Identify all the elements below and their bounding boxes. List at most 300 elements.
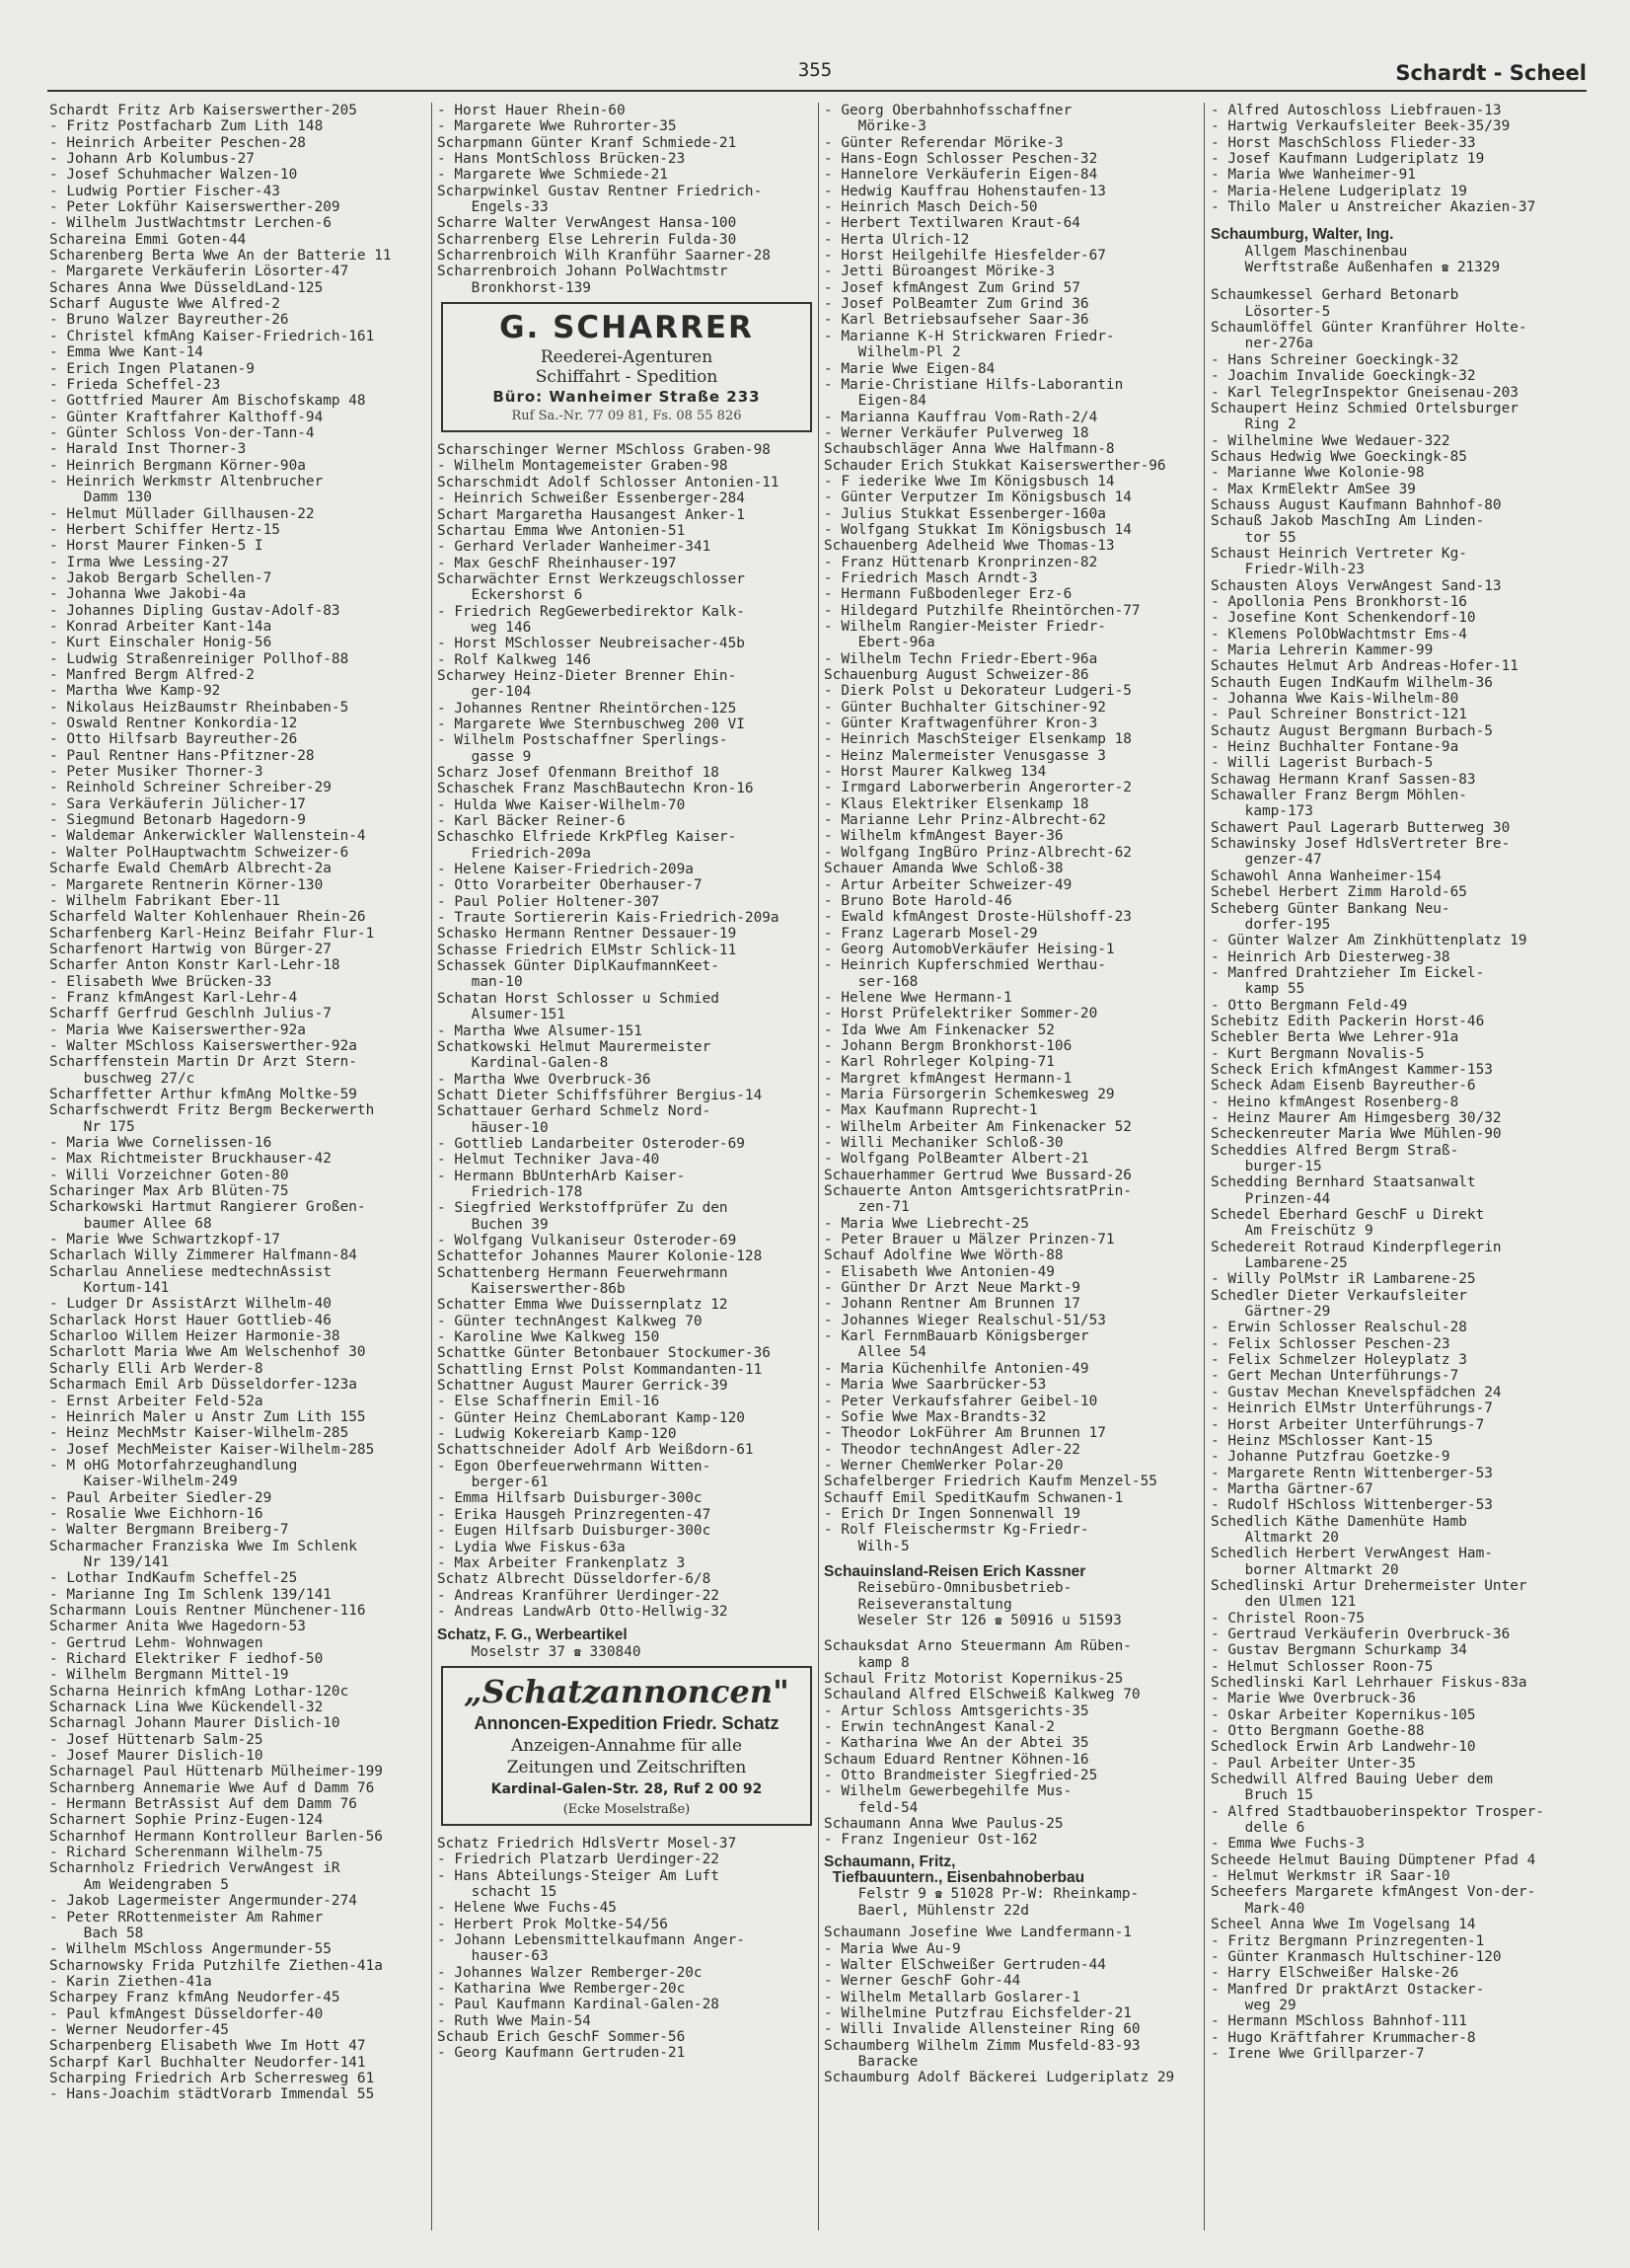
directory-entry: Lösorter-5 xyxy=(1211,303,1331,320)
directory-entry: - Johanna Wwe Kais-Wilhelm-80 xyxy=(1211,691,1459,708)
directory-entry: - Hermann MSchloss Bahnhof-111 xyxy=(1211,2013,1467,2030)
entry-list xyxy=(437,442,816,1620)
directory-entry: gasse 9 xyxy=(437,748,532,765)
directory-entry: - Margarete Wwe Sternbuschweg 200 VI xyxy=(437,716,745,732)
firm-entry xyxy=(437,1627,816,1660)
directory-entry: - Marie-Christiane Hilfs-Laborantin xyxy=(824,376,1124,393)
directory-entry: - Lothar IndKaufm Scheffel-25 xyxy=(49,1570,298,1587)
directory-entry: Schatan Horst Schlosser u Schmied xyxy=(437,990,719,1007)
directory-entry: - Irene Wwe Grillparzer-7 xyxy=(1211,2045,1425,2062)
directory-entry: Friedr-Wilh-23 xyxy=(1211,562,1365,578)
directory-entry: - Heino kfmAngest Rosenberg-8 xyxy=(1211,1094,1459,1110)
directory-entry: - Helmut Schlosser Roon-75 xyxy=(1211,1658,1434,1675)
directory-entry: - Paul Polier Holtener-307 xyxy=(437,893,660,910)
directory-entry: - Johann Lebensmittelkaufmann Anger- xyxy=(437,1931,745,1948)
directory-entry: - Heinz Maurer Am Himgesberg 30/32 xyxy=(1211,1109,1502,1126)
directory-entry: - Günter Referendar Mörike-3 xyxy=(824,134,1064,151)
directory-entry: Scharnberg Annemarie Wwe Auf d Damm 76 xyxy=(49,1779,375,1796)
directory-entry: häuser-10 xyxy=(437,1119,549,1136)
directory-entry: ser-168 xyxy=(824,973,919,990)
directory-entry: Schedlock Erwin Arb Landwehr-10 xyxy=(1211,1739,1476,1756)
directory-entry: - Paul kfmAngest Düsseldorfer-40 xyxy=(49,2005,324,2022)
directory-entry: schacht 15 xyxy=(437,1883,557,1900)
directory-entry: ner-276a xyxy=(1211,336,1313,352)
directory-entry: - Günter Verputzer Im Königsbusch 14 xyxy=(824,490,1132,506)
directory-entry: Schedwill Alfred Bauing Ueber dem xyxy=(1211,1772,1493,1788)
directory-entry: Schebel Herbert Zimm Harold-65 xyxy=(1211,884,1467,901)
firm-name: Schauinsland-Reisen Erich Kassner xyxy=(824,1563,1086,1580)
directory-entry: Schaumlöffel Günter Kranführer Holte- xyxy=(1211,320,1527,337)
ad-schatzannoncen xyxy=(441,1666,812,1826)
directory-entry: - Ludger Dr AssistArzt Wilhelm-40 xyxy=(49,1296,332,1313)
directory-entry: - Walter MSchloss Kaiserswerther-92a xyxy=(49,1037,357,1054)
directory-entry: Schaumann Anna Wwe Paulus-25 xyxy=(824,1816,1064,1833)
directory-entry: Schattenberg Hermann Feuerwehrmann xyxy=(437,1264,728,1281)
directory-entry: Ring 2 xyxy=(1211,416,1297,433)
directory-entry: - Margarete Wwe Ruhrorter-35 xyxy=(437,118,677,135)
directory-entry: - Günter Schloss Von-der-Tann-4 xyxy=(49,424,315,441)
directory-entry: - Egon Oberfeuerwehrmann Witten- xyxy=(437,1458,711,1474)
directory-entry: - Günter Buchhalter Gitschiner-92 xyxy=(824,699,1106,716)
firm-entry xyxy=(824,1564,1203,1628)
directory-entry: - Heinrich Bergmann Körner-90a xyxy=(49,457,306,474)
directory-entry: - Karoline Wwe Kalkweg 150 xyxy=(437,1329,660,1346)
directory-entry: Scharlack Horst Hauer Gottlieb-46 xyxy=(49,1312,332,1328)
directory-entry: - Katharina Wwe An der Abtei 35 xyxy=(824,1735,1089,1752)
directory-entry: Schauksdat Arno Steuermann Am Rüben- xyxy=(824,1638,1132,1655)
directory-entry: - Willi Mechaniker Schloß-30 xyxy=(824,1135,1064,1151)
directory-entry: - Harry ElSchweißer Halske-26 xyxy=(1211,1965,1459,1982)
directory-entry: - Wilhelm Gewerbegehilfe Mus- xyxy=(824,1783,1073,1800)
directory-entry: - Horst Hauer Rhein-60 xyxy=(437,103,626,118)
ad-scharrer xyxy=(441,302,812,432)
directory-entry: - Peter RRottenmeister Am Rahmer xyxy=(49,1909,324,1926)
directory-entry: - Heinrich MaschSteiger Elsenkamp 18 xyxy=(824,731,1132,748)
directory-entry: - Horst Heilgehilfe Hiesfelder-67 xyxy=(824,248,1106,265)
firm-entry xyxy=(1211,227,1590,275)
directory-entry: - Werner Verkäufer Pulverweg 18 xyxy=(824,424,1089,441)
directory-entry: - Heinz Buchhalter Fontane-9a xyxy=(1211,739,1459,756)
directory-entry: Am Freischütz 9 xyxy=(1211,1223,1373,1240)
directory-entry: - Hans-Joachim städtVorarb Immendal 55 xyxy=(49,2086,375,2103)
directory-entry: Mörike-3 xyxy=(824,118,926,135)
column-1 xyxy=(49,103,428,2103)
directory-entry: - Ludwig Portier Fischer-43 xyxy=(49,183,280,199)
directory-entry: - Horst Prüfelektriker Sommer-20 xyxy=(824,1006,1098,1022)
directory-entry: - Friedrich Platzarb Uerdinger-22 xyxy=(437,1852,719,1868)
directory-entry: - Friedrich RegGewerbedirektor Kalk- xyxy=(437,603,745,620)
directory-entry: - Otto Bergmann Feld-49 xyxy=(1211,997,1408,1014)
directory-entry: - Emma Wwe Kant-14 xyxy=(49,344,203,361)
directory-entry: - Otto Hilfsarb Bayreuther-26 xyxy=(49,731,298,748)
directory-entry: Scheefers Margarete kfmAngest Von-der- xyxy=(1211,1884,1536,1901)
directory-entry: - Richard Scherenmann Wilhelm-75 xyxy=(49,1845,324,1861)
firm-line: Reisebüro-Omnibusbetrieb- xyxy=(857,1580,1073,1597)
directory-entry: Scheck Erich kfmAngest Kammer-153 xyxy=(1211,1061,1493,1078)
directory-entry: Schauth Eugen IndKaufm Wilhelm-36 xyxy=(1211,674,1493,691)
directory-entry: - Heinrich Maler u Anstr Zum Lith 155 xyxy=(49,1408,366,1425)
column-rule xyxy=(1204,103,1205,2230)
directory-entry: Scharrenberg Else Lehrerin Fulda-30 xyxy=(437,231,737,248)
directory-entry: berger-61 xyxy=(437,1474,549,1491)
directory-entry: Schatz Friedrich HdlsVertr Mosel-37 xyxy=(437,1835,737,1852)
directory-entry: Schedel Eberhard GeschF u Direkt xyxy=(1211,1207,1485,1224)
directory-entry: Schaus Hedwig Wwe Goeckingk-85 xyxy=(1211,448,1467,465)
directory-entry: Schatt Dieter Schiffsführer Bergius-14 xyxy=(437,1087,763,1103)
directory-entry: - Karl Rohrleger Kolping-71 xyxy=(824,1054,1055,1071)
directory-entry: - Johann Bergm Bronkhorst-106 xyxy=(824,1037,1073,1054)
directory-entry: - Marianna Kauffrau Vom-Rath-2/4 xyxy=(824,409,1098,425)
directory-entry: Schattner August Maurer Gerrick-39 xyxy=(437,1378,728,1395)
directory-entry: - Marianne Lehr Prinz-Albrecht-62 xyxy=(824,812,1106,829)
directory-entry: Prinzen-44 xyxy=(1211,1190,1331,1207)
directory-entry: - Kurt Bergmann Novalis-5 xyxy=(1211,1045,1425,1062)
directory-entry: man-10 xyxy=(437,974,523,991)
directory-entry: - Emma Wwe Fuchs-3 xyxy=(1211,1836,1365,1852)
directory-entry: - Maria Lehrerin Kammer-99 xyxy=(1211,643,1434,658)
directory-entry: Scharrenbroich Johann PolWachtmstr xyxy=(437,264,728,280)
column-rule xyxy=(818,103,819,2230)
directory-entry: Gärtner-29 xyxy=(1211,1304,1331,1321)
directory-entry: Schedler Dieter Verkaufsleiter xyxy=(1211,1287,1467,1304)
directory-entry: - Hans Abteilungs-Steiger Am Luft xyxy=(437,1867,719,1884)
directory-entry: - Harald Inst Thorner-3 xyxy=(49,441,247,458)
directory-entry: Scharrenbroich Wilh Kranführ Saarner-28 xyxy=(437,248,771,265)
directory-entry: Scharfeld Walter Kohlenhauer Rhein-26 xyxy=(49,909,366,926)
directory-entry: - Katharina Wwe Remberger-20c xyxy=(437,1981,686,1997)
directory-entry: Scharschmidt Adolf Schlosser Antonien-11 xyxy=(437,474,779,491)
directory-entry: - Willi Vorzeichner Goten-80 xyxy=(49,1167,289,1183)
directory-entry: Schausten Aloys VerwAngest Sand-13 xyxy=(1211,577,1502,594)
directory-entry: - Heinrich Arbeiter Peschen-28 xyxy=(49,134,306,151)
directory-entry: - Helene Wwe Fuchs-45 xyxy=(437,1900,617,1917)
directory-entry: - Hildegard Putzhilfe Rheintörchen-77 xyxy=(824,602,1141,619)
directory-entry: - Herta Ulrich-12 xyxy=(824,231,970,248)
firm-line: 51028 Pr-W: Rheinkamp- xyxy=(950,1886,1140,1903)
directory-entry: - Sofie Wwe Max-Brandts-32 xyxy=(824,1408,1047,1425)
directory-entry: Scharnert Sophie Prinz-Eugen-124 xyxy=(49,1812,324,1829)
directory-entry: Scheel Anna Wwe Im Vogelsang 14 xyxy=(1211,1917,1476,1933)
directory-entry: feld-54 xyxy=(824,1799,919,1816)
directory-entry: - Josef Schuhmacher Walzen-10 xyxy=(49,167,298,184)
directory-entry: Scharnagel Paul Hüttenarb Mülheimer-199 xyxy=(49,1764,383,1780)
directory-entry: Scharlach Willy Zimmerer Halfmann-84 xyxy=(49,1247,357,1264)
directory-entry: Scharfschwerdt Fritz Bergm Beckerwerth xyxy=(49,1102,375,1119)
directory-entry: - Maria Wwe Wanheimer-91 xyxy=(1211,167,1416,184)
directory-entry: - Felix Schmelzer Holeyplatz 3 xyxy=(1211,1352,1467,1369)
directory-entry: - Ruth Wwe Main-54 xyxy=(437,2012,591,2029)
directory-entry: Scheddies Alfred Bergm Straß- xyxy=(1211,1142,1459,1159)
directory-entry: Scharmach Emil Arb Düsseldorfer-123a xyxy=(49,1377,357,1394)
directory-entry: Bruch 15 xyxy=(1211,1787,1313,1804)
directory-entry: - Werner ChemWerker Polar-20 xyxy=(824,1457,1064,1474)
directory-entry: - Gert Mechan Unterführungs-7 xyxy=(1211,1368,1459,1385)
directory-entry: Am Weidengraben 5 xyxy=(49,1876,229,1893)
directory-entry: Eigen-84 xyxy=(824,393,926,410)
directory-entry: - Josef PolBeamter Zum Grind 36 xyxy=(824,296,1089,313)
directory-entry: - Maria Wwe Saarbrücker-53 xyxy=(824,1377,1047,1394)
directory-entry: - Eugen Hilfsarb Duisburger-300c xyxy=(437,1523,711,1540)
directory-entry: - Johannes Walzer Remberger-20c xyxy=(437,1964,703,1981)
directory-entry: - Sara Verkäuferin Jülicher-17 xyxy=(49,795,306,812)
directory-entry: Scheede Helmut Bauing Dümptener Pfad 4 xyxy=(1211,1852,1536,1868)
directory-entry: Scharloo Willem Heizer Harmonie-38 xyxy=(49,1328,340,1345)
directory-entry: - Maria Fürsorgerin Schemkesweg 29 xyxy=(824,1086,1115,1102)
directory-entry: - Heinrich Kupferschmied Werthau- xyxy=(824,957,1106,974)
directory-entry: Scharre Walter VerwAngest Hansa-100 xyxy=(437,215,737,232)
directory-entry: - Apollonia Pens Bronkhorst-16 xyxy=(1211,593,1467,610)
directory-entry: - Artur Arbeiter Schweizer-49 xyxy=(824,876,1073,893)
directory-entry: Altmarkt 20 xyxy=(1211,1529,1339,1546)
phone-icon: ☎ xyxy=(934,1887,942,1902)
directory-entry: Schaumkessel Gerhard Betonarb xyxy=(1211,287,1459,304)
directory-entry: Scharfer Anton Konstr Karl-Lehr-18 xyxy=(49,957,340,974)
directory-entry: - Bruno Bote Harold-46 xyxy=(824,892,1012,909)
directory-entry: - Margarete Verkäuferin Lösorter-47 xyxy=(49,264,349,280)
entry-list xyxy=(824,1638,1203,1848)
directory-entry: baumer Allee 68 xyxy=(49,1215,212,1232)
firm-phone: 330840 xyxy=(589,1643,641,1660)
directory-entry: - Hugo Kräftfahrer Krummacher-8 xyxy=(1211,2029,1476,2046)
directory-entry: buschweg 27/c xyxy=(49,1070,195,1087)
directory-entry: - Paul Rentner Hans-Pfitzner-28 xyxy=(49,747,315,764)
directory-entry: - Heinrich Masch Deich-50 xyxy=(824,199,1038,216)
directory-entry: Schautes Helmut Arb Andreas-Hofer-11 xyxy=(1211,658,1519,675)
directory-entry: - Walter ElSchweißer Gertruden-44 xyxy=(824,1956,1106,1973)
directory-entry: - Walter Bergmann Breiberg-7 xyxy=(49,1522,289,1539)
directory-entry: kamp 8 xyxy=(824,1654,910,1671)
ad-phone: Ruf Sa.-Nr. 77 09 81, Fs. 08 55 826 xyxy=(511,409,742,424)
directory-entry: - Jakob Lagermeister Angermunder-274 xyxy=(49,1893,357,1910)
directory-entry: Schattke Günter Betonbauer Stockumer-36 xyxy=(437,1345,771,1362)
firm-address: Moselstr 37 xyxy=(471,1643,565,1660)
directory-entry: - Willy PolMstr iR Lambarene-25 xyxy=(1211,1271,1476,1288)
directory-entry: weg 29 xyxy=(1211,1997,1297,2013)
directory-entry: Schaumberg Wilhelm Zimm Musfeld-83-93 xyxy=(824,2037,1141,2054)
directory-entry: - Margarete Rentn Wittenberger-53 xyxy=(1211,1465,1493,1481)
directory-entry: - Horst Maurer Kalkweg 134 xyxy=(824,764,1047,781)
ad-line: Zeitungen und Zeitschriften xyxy=(506,1757,747,1777)
column-2 xyxy=(437,103,816,2062)
directory-entry: - Peter Verkaufsfahrer Geibel-10 xyxy=(824,1393,1098,1409)
entry-list xyxy=(437,1836,816,2062)
directory-entry: Baracke xyxy=(824,2053,919,2070)
directory-entry: - Wilhelm MSchloss Angermunder-55 xyxy=(49,1941,332,1958)
directory-entry: Scharnowsky Frida Putzhilfe Ziethen-41a xyxy=(49,1957,383,1974)
directory-entry: Wilhelm-Pl 2 xyxy=(824,344,961,361)
directory-entry: Scharpmann Günter Kranf Schmiede-21 xyxy=(437,134,737,151)
directory-entry: - Hermann BbUnterhArb Kaiser- xyxy=(437,1168,686,1184)
directory-entry: - Franz kfmAngest Karl-Lehr-4 xyxy=(49,989,298,1006)
directory-entry: Scharmer Anita Wwe Hagedorn-53 xyxy=(49,1619,306,1635)
directory-entry: - Helmut Werkmstr iR Saar-10 xyxy=(1211,1868,1450,1885)
running-head: Schardt - Scheel xyxy=(1395,61,1587,85)
directory-entry: Schawert Paul Lagerarb Butterweg 30 xyxy=(1211,819,1511,836)
directory-entry: - Helmut Techniker Java-40 xyxy=(437,1152,660,1169)
directory-entry: - Rosalie Wwe Eichhorn-16 xyxy=(49,1505,263,1522)
directory-entry: - Günter technAngest Kalkweg 70 xyxy=(437,1313,703,1329)
directory-entry: Schaschko Elfriede KrkPfleg Kaiser- xyxy=(437,829,737,846)
directory-entry: - Elisabeth Wwe Antonien-49 xyxy=(824,1263,1055,1280)
directory-entry: - Joachim Invalide Goeckingk-32 xyxy=(1211,368,1476,385)
directory-entry: - Peter Lokführ Kaiserswerther-209 xyxy=(49,199,340,216)
directory-entry: - Hartwig Verkaufsleiter Beek-35/39 xyxy=(1211,118,1511,135)
directory-entry: Scharpwinkel Gustav Rentner Friedrich- xyxy=(437,183,763,199)
firm-name: Schatz, F. G., Werbeartikel xyxy=(437,1627,628,1644)
directory-entry: Friedrich-209a xyxy=(437,845,591,862)
directory-entry: Bach 58 xyxy=(49,1925,144,1941)
directory-entry: - Gottlieb Landarbeiter Osteroder-69 xyxy=(437,1135,745,1152)
directory-entry: - Josefine Kont Schenkendorf-10 xyxy=(1211,610,1476,627)
directory-entry: - Helmut Müllader Gillhausen-22 xyxy=(49,505,315,522)
directory-entry: Scharpf Karl Buchhalter Neudorfer-141 xyxy=(49,2054,366,2071)
directory-entry: Mark-40 xyxy=(1211,1900,1305,1917)
firm-phone: 50916 u 51593 xyxy=(1010,1612,1122,1628)
directory-entry: - Josef Maurer Dislich-10 xyxy=(49,1748,263,1765)
directory-entry: hauser-63 xyxy=(437,1948,549,1965)
directory-entry: zen-71 xyxy=(824,1199,910,1216)
directory-entry: Scharnhof Hermann Kontrolleur Barlen-56 xyxy=(49,1828,383,1845)
directory-entry: Schedding Bernhard Staatsanwalt xyxy=(1211,1174,1476,1191)
directory-entry: - Irma Wwe Lessing-27 xyxy=(49,554,229,570)
directory-entry: weg 146 xyxy=(437,619,532,636)
directory-entry: - Maria Küchenhilfe Antonien-49 xyxy=(824,1360,1089,1377)
directory-entry: Schauenberg Adelheid Wwe Thomas-13 xyxy=(824,538,1115,555)
directory-entry: Schasse Friedrich ElMstr Schlick-11 xyxy=(437,942,737,958)
directory-entry: - Karl Bäcker Reiner-6 xyxy=(437,813,626,830)
directory-entry: - Heinrich Werkmstr Altenbrucher xyxy=(49,473,324,490)
directory-entry: - Peter Brauer u Mälzer Prinzen-71 xyxy=(824,1232,1115,1248)
directory-entry: - Karl Betriebsaufseher Saar-36 xyxy=(824,312,1089,329)
directory-entry: - Gerhard Verlader Wanheimer-341 xyxy=(437,539,711,556)
directory-entry: - Artur Schloss Amtsgerichts-35 xyxy=(824,1702,1089,1719)
entry-list xyxy=(824,103,1203,1554)
firm-address: Weseler Str 126 xyxy=(857,1612,987,1628)
directory-entry: - Elisabeth Wwe Brücken-33 xyxy=(49,973,272,990)
directory-entry: Kaiserswerther-86b xyxy=(437,1281,626,1297)
directory-entry: Scharpey Franz kfmAng Neudorfer-45 xyxy=(49,1990,340,2006)
directory-entry: Scharz Josef Ofenmann Breithof 18 xyxy=(437,765,719,781)
directory-entry: - Maria Wwe Cornelissen-16 xyxy=(49,1135,272,1151)
directory-entry: - Paul Arbeiter Siedler-29 xyxy=(49,1489,272,1506)
directory-entry: kamp 55 xyxy=(1211,981,1305,998)
directory-entry: - Josef Hüttenarb Salm-25 xyxy=(49,1731,263,1748)
directory-entry: - Max Kaufmann Ruprecht-1 xyxy=(824,1102,1038,1119)
directory-entry: - Reinhold Schreiner Schreiber-29 xyxy=(49,780,332,796)
directory-entry: - Herbert Schiffer Hertz-15 xyxy=(49,521,280,538)
directory-entry: - Marie Wwe Schwartzkopf-17 xyxy=(49,1232,280,1248)
directory-entry: - Rolf Fleischermstr Kg-Friedr- xyxy=(824,1522,1089,1539)
directory-entry: - Johanna Wwe Jakobi-4a xyxy=(49,586,247,603)
directory-entry: - Günter Kraftfahrer Kalthoff-94 xyxy=(49,409,324,425)
directory-entry: Schebler Berta Wwe Lehrer-91a xyxy=(1211,1029,1459,1046)
directory-entry: Scharff Gerfrud Geschlnh Julius-7 xyxy=(49,1006,332,1022)
directory-entry: - Marianne K-H Strickwaren Friedr- xyxy=(824,328,1115,344)
entry-list xyxy=(1211,103,1590,215)
directory-entry: - Gottfried Maurer Am Bischofskamp 48 xyxy=(49,393,366,410)
directory-entry: - Ewald kfmAngest Droste-Hülshoff-23 xyxy=(824,909,1132,926)
directory-entry: - Kurt Einschaler Honig-56 xyxy=(49,635,272,651)
directory-entry: Schaul Fritz Motorist Kopernikus-25 xyxy=(824,1671,1124,1687)
directory-entry: - Günter Kranmasch Hultschiner-120 xyxy=(1211,1948,1502,1965)
column-4 xyxy=(1211,103,1590,2062)
directory-entry: - Maria Wwe Liebrecht-25 xyxy=(824,1215,1029,1232)
directory-entry: - Wilhelm Arbeiter Am Finkenacker 52 xyxy=(824,1118,1132,1135)
directory-entry: - Georg Oberbahnhofsschaffner xyxy=(824,103,1073,118)
directory-entry: - Hans-Eogn Schlosser Peschen-32 xyxy=(824,151,1098,168)
ad-address: Kardinal-Galen-Str. 28, Ruf 2 00 92 xyxy=(490,1780,763,1797)
directory-entry: - Willi Lagerist Burbach-5 xyxy=(1211,755,1434,772)
directory-entry: Scharwächter Ernst Werkzeugschlosser xyxy=(437,570,745,587)
directory-entry: Schattefor Johannes Maurer Kolonie-128 xyxy=(437,1248,763,1265)
directory-entry: - Wilhelm JustWachtmstr Lerchen-6 xyxy=(49,215,332,232)
directory-entry: - Wolfgang IngBüro Prinz-Albrecht-62 xyxy=(824,844,1132,861)
directory-entry: - Fritz Postfacharb Zum Lith 148 xyxy=(49,118,324,135)
directory-entry: Schedlich Herbert VerwAngest Ham- xyxy=(1211,1546,1493,1562)
ad-address: Büro: Wanheimer Straße 233 xyxy=(492,388,761,407)
directory-entry: Schauerhammer Gertrud Wwe Bussard-26 xyxy=(824,1167,1132,1183)
directory-entry: Schauss August Kaufmann Bahnhof-80 xyxy=(1211,496,1502,513)
directory-entry: Alsumer-151 xyxy=(437,1007,565,1023)
directory-entry: - Günter Walzer Am Zinkhüttenplatz 19 xyxy=(1211,933,1527,949)
directory-entry: Kardinal-Galen-8 xyxy=(437,1055,609,1072)
directory-entry: Schedlinski Karl Lehrhauer Fiskus-83a xyxy=(1211,1675,1527,1691)
directory-entry: - Oskar Arbeiter Kopernikus-105 xyxy=(1211,1706,1476,1723)
directory-entry: - Peter Musiker Thorner-3 xyxy=(49,764,263,781)
directory-entry: - Wilhelm Montagemeister Graben-98 xyxy=(437,458,728,475)
directory-entry: - Martha Wwe Kamp-92 xyxy=(49,683,221,700)
directory-entry: - Christel kfmAng Kaiser-Friedrich-161 xyxy=(49,328,375,344)
directory-entry: - Marie Wwe Eigen-84 xyxy=(824,360,996,377)
directory-entry: - Manfred Bergm Alfred-2 xyxy=(49,667,255,684)
directory-entry: - Ernst Arbeiter Feld-52a xyxy=(49,1393,263,1409)
directory-entry: - Jetti Büroangest Mörike-3 xyxy=(824,264,1055,280)
directory-entry: Schedereit Rotraud Kinderpflegerin xyxy=(1211,1239,1502,1255)
directory-entry: - Erich Ingen Platanen-9 xyxy=(49,360,255,377)
directory-entry: - Hannelore Verkäuferin Eigen-84 xyxy=(824,167,1098,184)
directory-entry: - Franz Lagerarb Mosel-29 xyxy=(824,925,1038,942)
directory-entry: - Georg Kaufmann Gertruden-21 xyxy=(437,2045,686,2062)
directory-entry: - Maria Wwe Kaiserswerther-92a xyxy=(49,1021,306,1038)
ad-subtitle: Annoncen-Expedition Friedr. Schatz xyxy=(474,1712,779,1733)
directory-entry: - Rolf Kalkweg 146 xyxy=(437,651,591,668)
directory-entry: - Karin Ziethen-41a xyxy=(49,1973,212,1990)
directory-entry: - Max GeschF Rheinhauser-197 xyxy=(437,555,677,571)
directory-entry: - Paul Schreiner Bonstrict-121 xyxy=(1211,707,1467,723)
directory-entry: - Josef kfmAngest Zum Grind 57 xyxy=(824,279,1080,296)
directory-entry: - Oswald Rentner Konkordia-12 xyxy=(49,716,298,732)
directory-entry: - Helene Kaiser-Friedrich-209a xyxy=(437,862,694,878)
directory-entry: - Josef MechMeister Kaiser-Wilhelm-285 xyxy=(49,1441,375,1458)
firm-address: Werftstraße Außenhafen xyxy=(1244,260,1434,276)
firm-phone: 21329 xyxy=(1456,260,1501,276)
directory-entry: - Konrad Arbeiter Kant-14a xyxy=(49,619,272,635)
directory-entry: - Heinrich Schweißer Essenberger-284 xyxy=(437,491,745,507)
entry-list xyxy=(1211,287,1590,2062)
directory-entry: Scharly Elli Arb Werder-8 xyxy=(49,1360,263,1377)
directory-entry: Schauer Amanda Wwe Schloß-38 xyxy=(824,861,1064,877)
directory-entry: Scharfe Ewald ChemArb Albrecht-2a xyxy=(49,861,332,877)
directory-entry: - Horst Arbeiter Unterführungs-7 xyxy=(1211,1416,1485,1433)
directory-entry: - Hermann BetrAssist Auf dem Damm 76 xyxy=(49,1796,357,1813)
directory-entry: - Hermann Fußbodenleger Erz-6 xyxy=(824,586,1073,603)
directory-entry: Damm 130 xyxy=(49,490,152,506)
directory-entry: Schaschek Franz MaschBautechn Kron-16 xyxy=(437,781,754,797)
directory-entry: - Richard Elektriker F iedhof-50 xyxy=(49,1651,324,1667)
directory-entry: - Otto Vorarbeiter Oberhauser-7 xyxy=(437,877,703,894)
directory-entry: - Josef Kaufmann Ludgeriplatz 19 xyxy=(1211,151,1485,168)
directory-entry: - Karl FernmBauarb Königsberger xyxy=(824,1328,1089,1345)
